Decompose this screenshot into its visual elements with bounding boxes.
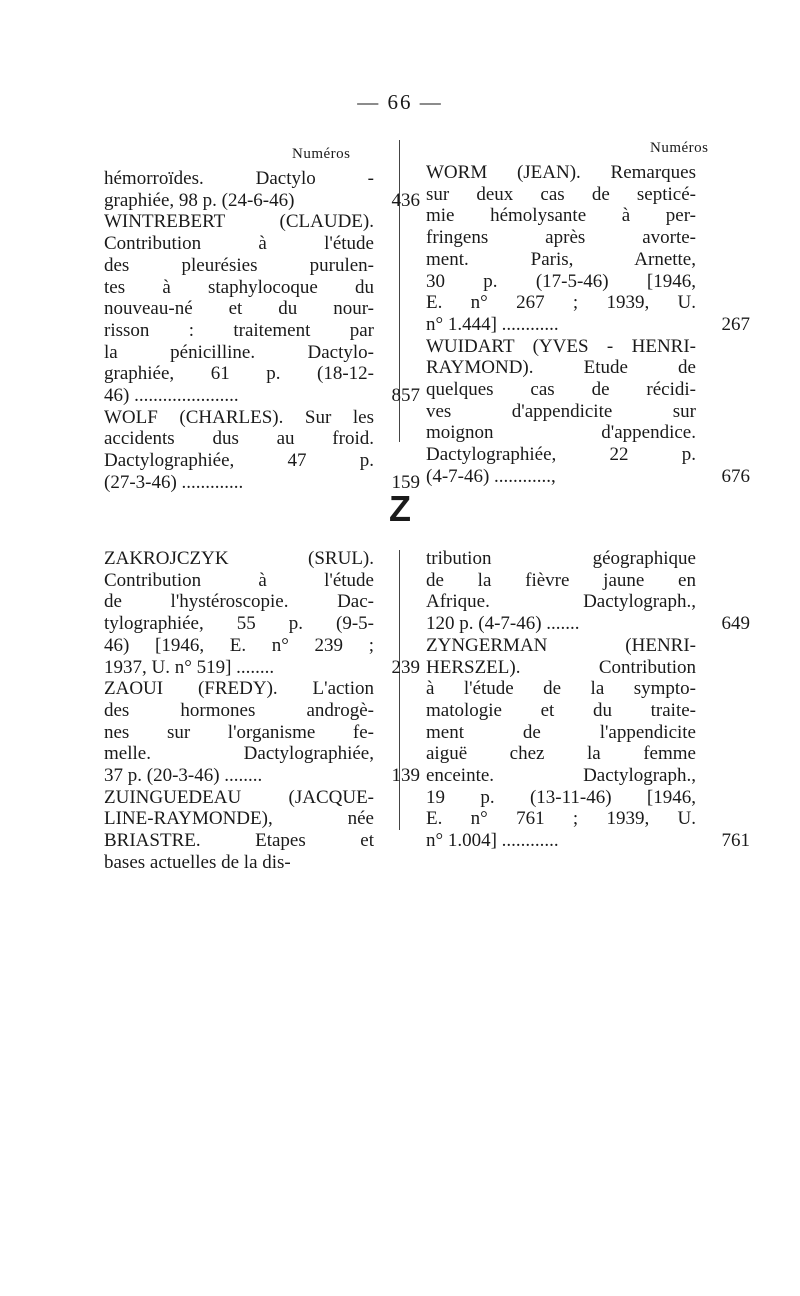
entry-line: enceinte. Dactylograph., [426, 765, 696, 787]
entry-line: 1937, U. n° 519] ........ [104, 656, 275, 678]
entry-number: 139 [391, 765, 420, 787]
bottom-left-column [104, 548, 420, 874]
entry-line: graphiée, 61 p. (18-12- [104, 363, 374, 385]
entry-number: 761 [721, 830, 750, 852]
entry-number: 857 [391, 385, 420, 407]
index-entry [426, 548, 750, 635]
index-entry [104, 787, 374, 874]
entry-line: (4-7-46) ............, [426, 465, 556, 487]
index-entry [104, 211, 420, 407]
entry-line: ZAKROJCZYK (SRUL). [104, 548, 374, 569]
entry-line: WUIDART (YVES - HENRI- [426, 335, 696, 357]
entry-number: 649 [721, 613, 750, 635]
top-left-column [104, 168, 420, 494]
entry-line: E. n° 267 ; 1939, U. [426, 292, 696, 314]
entry-line: sur deux cas de septicé- [426, 183, 696, 205]
entry-line: nes sur l'organisme fe- [104, 721, 374, 743]
entry-line: BRIASTRE. Etapes et [104, 830, 374, 852]
index-entry [104, 548, 420, 678]
entry-line: moignon d'appendice. [426, 422, 696, 444]
entry-line: Dactylographiée, 47 p. [104, 450, 374, 472]
index-entry [426, 335, 750, 488]
entry-line: à l'étude de la sympto- [426, 678, 696, 700]
entry-line: WOLF (CHARLES). Sur les [104, 406, 374, 428]
column-divider-bottom [399, 550, 400, 830]
entry-line: E. n° 761 ; 1939, U. [426, 808, 696, 830]
entry-line: fringens après avorte- [426, 227, 696, 249]
entry-line: (27-3-46) ............. [104, 471, 244, 493]
entry-line: melle. Dactylographiée, [104, 743, 374, 765]
index-entry [104, 168, 420, 211]
index-entry [426, 162, 750, 336]
entry-line: des pleurésies purulen- [104, 254, 374, 276]
entry-line: Afrique. Dactylograph., [426, 591, 696, 613]
entry-number: 159 [391, 471, 420, 493]
entry-line: Dactylographiée, 22 p. [426, 444, 696, 466]
entry-line: accidents dus au froid. [104, 428, 374, 450]
entry-line: de la fièvre jaune en [426, 569, 696, 591]
entry-line: HERSZEL). Contribution [426, 656, 696, 678]
entry-line: tes à staphylocoque du [104, 276, 374, 298]
entry-line: RAYMOND). Etude de [426, 357, 696, 379]
entry-line: LINE-RAYMONDE), née [104, 808, 374, 830]
entry-line: la pénicilline. Dactylo- [104, 341, 374, 363]
entry-line: des hormones androgè- [104, 699, 374, 721]
top-right-column [426, 162, 750, 488]
numeros-header-left: Numéros [292, 146, 351, 162]
entry-line: Contribution à l'étude [104, 569, 374, 591]
entry-line: ves d'appendicite sur [426, 400, 696, 422]
entry-line: Contribution à l'étude [104, 233, 374, 255]
entry-number: 436 [391, 189, 420, 211]
entry-line: 46) ...................... [104, 385, 239, 407]
entry-line: aiguë chez la femme [426, 743, 696, 765]
index-entry [104, 678, 420, 787]
numeros-header-right: Numéros [650, 140, 709, 156]
entry-number: 676 [721, 465, 750, 487]
entry-line: mie hémolysante à per- [426, 205, 696, 227]
entry-line: de l'hystéroscopie. Dac- [104, 591, 374, 613]
entry-line: ZAOUI (FREDY). L'action [104, 678, 374, 700]
entry-line: WINTREBERT (CLAUDE). [104, 211, 374, 233]
entry-line: bases actuelles de la dis- [104, 851, 291, 873]
entry-line: tribution géographique [426, 548, 696, 569]
entry-number: 239 [391, 656, 420, 678]
section-letter-z: Z [389, 488, 411, 529]
entry-number: 267 [721, 313, 750, 335]
entry-line: n° 1.444] ............ [426, 313, 559, 335]
entry-line: 37 p. (20-3-46) ........ [104, 765, 263, 787]
entry-line: nouveau-né et du nour- [104, 298, 374, 320]
entry-line: quelques cas de récidi- [426, 379, 696, 401]
entry-line: 19 p. (13-11-46) [1946, [426, 786, 696, 808]
entry-line: 30 p. (17-5-46) [1946, [426, 270, 696, 292]
page-number: — 66 — [357, 90, 443, 114]
index-entry [426, 634, 750, 852]
entry-line: hémorroïdes. Dactylo - [104, 168, 374, 189]
entry-line: risson : traitement par [104, 319, 374, 341]
bottom-right-column [426, 548, 750, 852]
entry-line: graphiée, 98 p. (24-6-46) [104, 189, 295, 211]
entry-line: ZYNGERMAN (HENRI- [426, 634, 696, 656]
entry-line: tylographiée, 55 p. (9-5- [104, 613, 374, 635]
entry-line: 46) [1946, E. n° 239 ; [104, 634, 374, 656]
index-entry [104, 406, 420, 494]
entry-line: n° 1.004] ............ [426, 830, 559, 852]
entry-line: WORM (JEAN). Remarques [426, 162, 696, 183]
entry-line: ment. Paris, Arnette, [426, 248, 696, 270]
entry-line: 120 p. (4-7-46) ....... [426, 613, 580, 635]
entry-line: ZUINGUEDEAU (JACQUE- [104, 786, 374, 808]
entry-line: ment de l'appendicite [426, 721, 696, 743]
entry-line: matologie et du traite- [426, 699, 696, 721]
